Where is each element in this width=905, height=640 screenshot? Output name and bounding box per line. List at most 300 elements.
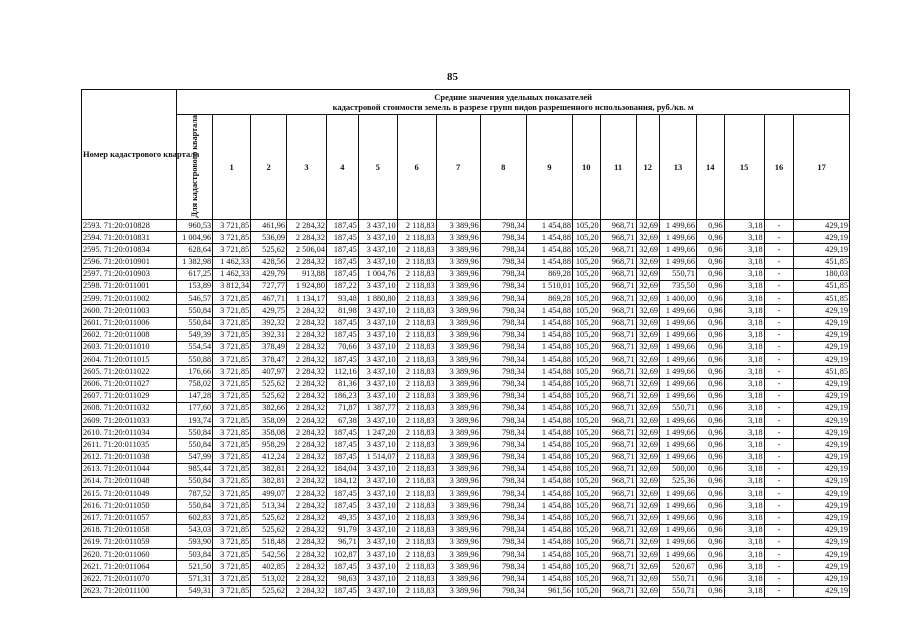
table-cell: 2 118,83 <box>397 293 436 305</box>
table-cell: 968,71 <box>600 427 636 439</box>
table-cell: 968,71 <box>600 354 636 366</box>
table-cell: 3,18 <box>724 561 764 573</box>
table-row <box>82 378 850 390</box>
table-cell: 177,60 <box>177 402 213 414</box>
table-cell: 3 721,85 <box>213 402 251 414</box>
table-cell: 2 118,83 <box>397 415 436 427</box>
table-cell: 798,34 <box>480 524 526 536</box>
table-cell: 1 499,66 <box>660 439 697 451</box>
table-row <box>82 561 850 573</box>
header-col-label: 13 <box>673 161 683 172</box>
table-cell: 153,89 <box>177 281 213 293</box>
table-cell: 798,34 <box>480 536 526 548</box>
table-cell: 3 389,96 <box>436 329 480 341</box>
table-cell: 187,22 <box>326 281 358 293</box>
table-cell: 798,34 <box>480 427 526 439</box>
header-col-label: Для кадастрового квартала <box>189 115 199 218</box>
table-cell: 105,20 <box>572 293 600 305</box>
table-cell: 518,48 <box>251 536 287 548</box>
table-cell: 1 454,88 <box>526 451 572 463</box>
table-cell: 1 004,76 <box>358 268 397 280</box>
table-cell: 2 284,32 <box>287 573 327 585</box>
table-cell: 968,71 <box>600 390 636 402</box>
table-cell: 3 721,85 <box>213 476 251 488</box>
table-cell: 3,18 <box>724 439 764 451</box>
header-col-label: 6 <box>414 161 419 172</box>
header-col-label: 16 <box>774 161 784 172</box>
header-col-label: 2 <box>266 161 271 172</box>
table-cell: 105,20 <box>572 512 600 524</box>
table-cell: 1 499,66 <box>660 220 697 232</box>
table-cell: 105,20 <box>572 220 600 232</box>
table-cell: 3 389,96 <box>436 549 480 561</box>
table-cell: 3 721,85 <box>213 366 251 378</box>
table-cell: 3,18 <box>724 317 764 329</box>
table-cell: 520,67 <box>660 561 697 573</box>
table-cell: 798,34 <box>480 354 526 366</box>
table-cell: - <box>764 341 794 353</box>
table-row <box>82 488 850 500</box>
table-cell: 550,84 <box>177 305 213 317</box>
table-cell: 3 437,10 <box>358 281 397 293</box>
header-col-3 <box>287 115 327 220</box>
table-cell: 503,84 <box>177 549 213 561</box>
cell-cadastral-number: 2605. 71:20:011022 <box>82 366 177 378</box>
table-cell: 617,25 <box>177 268 213 280</box>
table-cell: 2 118,83 <box>397 244 436 256</box>
table-cell: 32,69 <box>636 354 660 366</box>
table-cell: 547,99 <box>177 451 213 463</box>
table-row <box>82 451 850 463</box>
table-cell: 3,18 <box>724 268 764 280</box>
header-group-title <box>177 90 850 115</box>
table-cell: - <box>764 463 794 475</box>
table-cell: 2 118,83 <box>397 366 436 378</box>
header-col-label: 10 <box>582 161 591 172</box>
table-cell: 3 389,96 <box>436 366 480 378</box>
table-cell: 3 721,85 <box>213 573 251 585</box>
table-cell: 3,18 <box>724 305 764 317</box>
table-row <box>82 390 850 402</box>
table-cell: 32,69 <box>636 549 660 561</box>
table-cell: 985,44 <box>177 463 213 475</box>
table-row <box>82 305 850 317</box>
header-col-5 <box>358 115 397 220</box>
table-cell: 71,87 <box>326 402 358 414</box>
table-cell: 3 389,96 <box>436 427 480 439</box>
table-cell: - <box>764 476 794 488</box>
table-cell: 968,71 <box>600 439 636 451</box>
table-cell: 32,69 <box>636 232 660 244</box>
table-cell: 3 721,85 <box>213 354 251 366</box>
cell-cadastral-number: 2617. 71:20:011057 <box>82 512 177 524</box>
table-cell: 542,56 <box>251 549 287 561</box>
table-cell: 3 389,96 <box>436 220 480 232</box>
table-cell: 3 389,96 <box>436 281 480 293</box>
cell-cadastral-number: 2610. 71:20:011034 <box>82 427 177 439</box>
table-cell: 543,03 <box>177 524 213 536</box>
table-row <box>82 341 850 353</box>
table-cell: 0,96 <box>696 524 724 536</box>
table-cell: 536,09 <box>251 232 287 244</box>
table-cell: 3 437,10 <box>358 329 397 341</box>
table-cell: 3,18 <box>724 427 764 439</box>
table-cell: 2 118,83 <box>397 402 436 414</box>
table-cell: 3 389,96 <box>436 232 480 244</box>
column-header-row <box>82 115 850 220</box>
table-cell: 105,20 <box>572 317 600 329</box>
table-cell: 3 437,10 <box>358 549 397 561</box>
table-cell: 429,19 <box>794 524 850 536</box>
table-cell: - <box>764 329 794 341</box>
table-cell: 3 437,10 <box>358 390 397 402</box>
table-cell: 184,12 <box>326 476 358 488</box>
table-cell: 968,71 <box>600 256 636 268</box>
table-cell: 525,62 <box>251 512 287 524</box>
header-col-label: 15 <box>739 161 749 172</box>
table-cell: 3 437,10 <box>358 354 397 366</box>
table-cell: 798,34 <box>480 366 526 378</box>
table-cell: 3 437,10 <box>358 500 397 512</box>
table-cell: 378,49 <box>251 341 287 353</box>
table-cell: 98,63 <box>326 573 358 585</box>
table-cell: 105,20 <box>572 281 600 293</box>
table-cell: 187,45 <box>326 500 358 512</box>
table-cell: 1 134,17 <box>287 293 327 305</box>
table-cell: 3,18 <box>724 390 764 402</box>
table-cell: 32,69 <box>636 451 660 463</box>
table-cell: 32,69 <box>636 317 660 329</box>
table-cell: 2 284,32 <box>287 354 327 366</box>
table-cell: 3 721,85 <box>213 439 251 451</box>
table-cell: 0,96 <box>696 451 724 463</box>
cell-cadastral-number: 2612. 71:20:011038 <box>82 451 177 463</box>
table-cell: 1 454,88 <box>526 536 572 548</box>
header-col-9 <box>526 115 572 220</box>
table-cell: 429,19 <box>794 415 850 427</box>
cell-cadastral-number: 2623. 71:20:011100 <box>82 585 177 597</box>
table-cell: 798,34 <box>480 488 526 500</box>
table-cell: 3,18 <box>724 341 764 353</box>
table-cell: 1 454,88 <box>526 244 572 256</box>
header-title-line-2: кадастровой стоимости земель в разрезе групп видов разрешенного использования, руб./кв. м <box>332 102 694 112</box>
table-cell: 1 454,88 <box>526 427 572 439</box>
table-cell: 2 284,32 <box>287 220 327 232</box>
table-cell: 3 721,85 <box>213 536 251 548</box>
table-cell: 1 454,88 <box>526 573 572 585</box>
table-cell: 429,19 <box>794 427 850 439</box>
table-cell: - <box>764 293 794 305</box>
table-cell: - <box>764 585 794 597</box>
table-cell: 3 721,85 <box>213 244 251 256</box>
table-cell: - <box>764 488 794 500</box>
table-cell: 429,19 <box>794 585 850 597</box>
table-cell: 187,45 <box>326 439 358 451</box>
table-cell: 187,45 <box>326 488 358 500</box>
header-col-label: 17 <box>817 161 826 172</box>
table-cell: 0,96 <box>696 573 724 585</box>
table-cell: - <box>764 305 794 317</box>
table-cell: 3,18 <box>724 329 764 341</box>
table-cell: 2 284,32 <box>287 488 327 500</box>
table-cell: 3 389,96 <box>436 561 480 573</box>
table-cell: 382,81 <box>251 463 287 475</box>
table-cell: 1 499,66 <box>660 549 697 561</box>
table-cell: 105,20 <box>572 366 600 378</box>
table-cell: 798,34 <box>480 305 526 317</box>
table-cell: 1 499,66 <box>660 232 697 244</box>
table-cell: 3,18 <box>724 232 764 244</box>
cell-cadastral-number: 2618. 71:20:011058 <box>82 524 177 536</box>
table-cell: 467,71 <box>251 293 287 305</box>
table-cell: 550,84 <box>177 476 213 488</box>
table-cell: 798,34 <box>480 415 526 427</box>
table-row <box>82 500 850 512</box>
table-cell: 2 284,32 <box>287 341 327 353</box>
table-cell: 3 389,96 <box>436 354 480 366</box>
table-cell: 402,85 <box>251 561 287 573</box>
table-cell: - <box>764 366 794 378</box>
table-cell: 2 284,32 <box>287 536 327 548</box>
table-cell: 1 454,88 <box>526 390 572 402</box>
table-cell: 429,19 <box>794 549 850 561</box>
table-cell: 3 721,85 <box>213 500 251 512</box>
table-cell: 32,69 <box>636 341 660 353</box>
table-cell: 2 284,32 <box>287 476 327 488</box>
table-cell: 2 284,32 <box>287 329 327 341</box>
table-cell: 1 499,66 <box>660 329 697 341</box>
table-row <box>82 549 850 561</box>
table-cell: 2 118,83 <box>397 439 436 451</box>
table-cell: 550,84 <box>177 427 213 439</box>
table-cell: 2 118,83 <box>397 268 436 280</box>
header-col-label: 11 <box>614 161 623 172</box>
table-cell: 3 721,85 <box>213 488 251 500</box>
table-cell: - <box>764 244 794 256</box>
table-cell: 451,85 <box>794 256 850 268</box>
table-cell: 2 118,83 <box>397 220 436 232</box>
table-cell: 602,83 <box>177 512 213 524</box>
table-cell: 3 721,85 <box>213 549 251 561</box>
table-cell: 525,62 <box>251 390 287 402</box>
table-cell: 3 389,96 <box>436 415 480 427</box>
table-cell: 3,18 <box>724 536 764 548</box>
table-cell: 798,34 <box>480 390 526 402</box>
table-cell: 3,18 <box>724 488 764 500</box>
table-cell: 0,96 <box>696 366 724 378</box>
table-cell: 968,71 <box>600 244 636 256</box>
table-cell: 105,20 <box>572 232 600 244</box>
table-cell: 2 284,32 <box>287 378 327 390</box>
table-cell: 187,45 <box>326 354 358 366</box>
table-cell: 70,66 <box>326 341 358 353</box>
table-cell: 968,71 <box>600 281 636 293</box>
table-cell: 798,34 <box>480 244 526 256</box>
table-cell: 3 437,10 <box>358 244 397 256</box>
table-cell: 105,20 <box>572 354 600 366</box>
table-cell: 105,20 <box>572 402 600 414</box>
table-cell: 1 499,66 <box>660 256 697 268</box>
table-cell: 187,45 <box>326 244 358 256</box>
cell-cadastral-number: 2596. 71:20:010901 <box>82 256 177 268</box>
header-col-label: 4 <box>340 161 345 172</box>
table-cell: 176,66 <box>177 366 213 378</box>
table-cell: - <box>764 354 794 366</box>
table-cell: 798,34 <box>480 439 526 451</box>
table-cell: 0,96 <box>696 341 724 353</box>
table-cell: 451,85 <box>794 293 850 305</box>
table-cell: 32,69 <box>636 463 660 475</box>
table-cell: 32,69 <box>636 220 660 232</box>
table-cell: 32,69 <box>636 305 660 317</box>
table-cell: 3 389,96 <box>436 256 480 268</box>
table-cell: 0,96 <box>696 354 724 366</box>
cell-cadastral-number: 2619. 71:20:011059 <box>82 536 177 548</box>
cell-cadastral-number: 2607. 71:20:011029 <box>82 390 177 402</box>
cell-cadastral-number: 2620. 71:20:011060 <box>82 549 177 561</box>
table-cell: 105,20 <box>572 549 600 561</box>
table-cell: 798,34 <box>480 549 526 561</box>
table-cell: 958,29 <box>251 439 287 451</box>
table-cell: 0,96 <box>696 390 724 402</box>
table-cell: 32,69 <box>636 500 660 512</box>
table-cell: 429,19 <box>794 402 850 414</box>
table-row <box>82 220 850 232</box>
table-cell: 2 118,83 <box>397 329 436 341</box>
table-cell: 735,50 <box>660 281 697 293</box>
table-cell: 1 499,66 <box>660 415 697 427</box>
table-cell: 3 389,96 <box>436 512 480 524</box>
table-cell: 0,96 <box>696 549 724 561</box>
table-cell: 81,98 <box>326 305 358 317</box>
table-cell: 1 499,66 <box>660 390 697 402</box>
table-cell: 81,36 <box>326 378 358 390</box>
table-cell: 180,03 <box>794 268 850 280</box>
table-cell: 913,88 <box>287 268 327 280</box>
table-cell: 1 499,66 <box>660 378 697 390</box>
table-cell: 787,52 <box>177 488 213 500</box>
table-cell: 2 284,32 <box>287 585 327 597</box>
table-cell: 3 437,10 <box>358 305 397 317</box>
table-cell: 93,48 <box>326 293 358 305</box>
table-cell: 112,16 <box>326 366 358 378</box>
table-cell: 32,69 <box>636 329 660 341</box>
table-cell: 429,19 <box>794 512 850 524</box>
table-cell: 3 437,10 <box>358 512 397 524</box>
table-row <box>82 427 850 439</box>
table-cell: 3 437,10 <box>358 366 397 378</box>
table-cell: 593,90 <box>177 536 213 548</box>
header-title-line-1: Средние значения удельных показателей <box>434 92 593 102</box>
table-body <box>82 220 850 598</box>
table-cell: 451,85 <box>794 281 850 293</box>
table-cell: 525,62 <box>251 585 287 597</box>
table-cell: 798,34 <box>480 232 526 244</box>
table-cell: 1 387,77 <box>358 402 397 414</box>
table-cell: 1 454,88 <box>526 232 572 244</box>
table-cell: 105,20 <box>572 536 600 548</box>
table-cell: 1 924,80 <box>287 281 327 293</box>
cell-cadastral-number: 2600. 71:20:011003 <box>82 305 177 317</box>
table-cell: 429,19 <box>794 354 850 366</box>
table-cell: 1 454,88 <box>526 329 572 341</box>
table-row <box>82 439 850 451</box>
table-row <box>82 329 850 341</box>
table-cell: - <box>764 439 794 451</box>
table-cell: 32,69 <box>636 476 660 488</box>
table-cell: 2 118,83 <box>397 341 436 353</box>
table-cell: 3 721,85 <box>213 317 251 329</box>
table-row <box>82 536 850 548</box>
table-cell: - <box>764 268 794 280</box>
table-cell: 727,77 <box>251 281 287 293</box>
table-cell: 968,71 <box>600 366 636 378</box>
table-cell: 3 721,85 <box>213 329 251 341</box>
table-cell: 1 499,66 <box>660 244 697 256</box>
table-cell: 358,08 <box>251 427 287 439</box>
table-cell: 32,69 <box>636 256 660 268</box>
table-cell: 2 284,32 <box>287 463 327 475</box>
header-col-6 <box>397 115 436 220</box>
table-cell: 2 284,32 <box>287 524 327 536</box>
table-cell: 147,28 <box>177 390 213 402</box>
table-cell: 3 389,96 <box>436 293 480 305</box>
table-cell: 1 499,66 <box>660 427 697 439</box>
table-cell: 3 721,85 <box>213 427 251 439</box>
table-cell: - <box>764 232 794 244</box>
table-cell: 968,71 <box>600 341 636 353</box>
header-col-1 <box>213 115 251 220</box>
header-col-12 <box>636 115 660 220</box>
table-cell: 2 118,83 <box>397 317 436 329</box>
table-cell: 49,35 <box>326 512 358 524</box>
table-cell: 0,96 <box>696 488 724 500</box>
table-cell: 32,69 <box>636 366 660 378</box>
table-cell: 429,19 <box>794 476 850 488</box>
table-row <box>82 268 850 280</box>
table-cell: 32,69 <box>636 244 660 256</box>
table-cell: 2 284,32 <box>287 317 327 329</box>
table-cell: 429,19 <box>794 232 850 244</box>
table-cell: 105,20 <box>572 451 600 463</box>
table-cell: 968,71 <box>600 268 636 280</box>
table-cell: 2 118,83 <box>397 488 436 500</box>
table-cell: 3 437,10 <box>358 341 397 353</box>
table-cell: 1 454,88 <box>526 561 572 573</box>
table-cell: 105,20 <box>572 305 600 317</box>
table-cell: - <box>764 281 794 293</box>
table-cell: 0,96 <box>696 317 724 329</box>
cell-cadastral-number: 2622. 71:20:011070 <box>82 573 177 585</box>
table-cell: 382,66 <box>251 402 287 414</box>
table-cell: 32,69 <box>636 293 660 305</box>
table-row <box>82 281 850 293</box>
table-row <box>82 415 850 427</box>
table-row <box>82 524 850 536</box>
table-cell: 554,54 <box>177 341 213 353</box>
table-cell: 1 462,33 <box>213 256 251 268</box>
cell-cadastral-number: 2615. 71:20:011049 <box>82 488 177 500</box>
cell-cadastral-number: 2594. 71:20:010831 <box>82 232 177 244</box>
table-cell: 187,45 <box>326 220 358 232</box>
table-cell: 550,71 <box>660 573 697 585</box>
table-cell: 798,34 <box>480 512 526 524</box>
table-cell: 105,20 <box>572 378 600 390</box>
table-cell: 571,31 <box>177 573 213 585</box>
table-cell: 3 437,10 <box>358 476 397 488</box>
table-cell: 1 454,88 <box>526 476 572 488</box>
table-cell: 3,18 <box>724 451 764 463</box>
